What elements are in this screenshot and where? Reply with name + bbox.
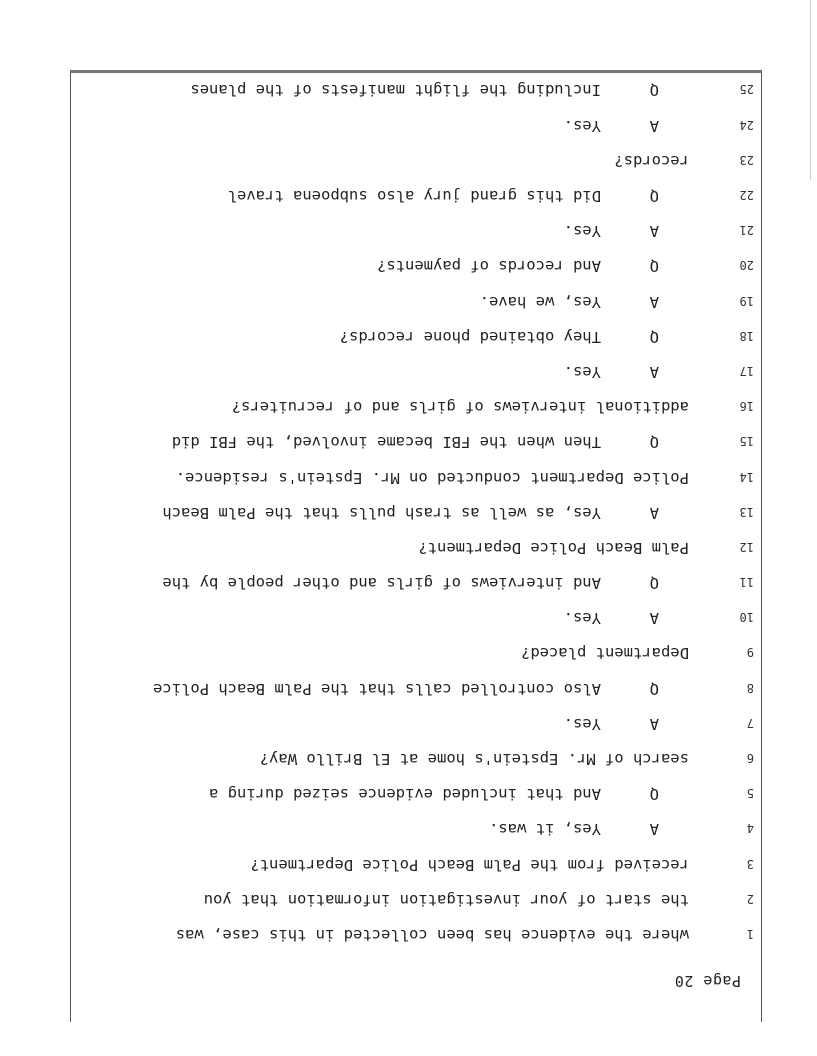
line-number: 14: [739, 469, 754, 484]
transcript-frame: [70, 70, 762, 1022]
line-number: 5: [746, 786, 754, 801]
line-text: Police Department conducted on Mr. Epstein's residence.: [175, 468, 689, 487]
line-text: the start of your investigation information that you: [203, 890, 689, 909]
line-text: Then when the FBI became involved, the FBI did: [171, 433, 601, 452]
speaker-label: Q: [649, 679, 659, 698]
line-number: 6: [746, 751, 754, 766]
transcript-line: [71, 733, 761, 768]
line-number: 24: [739, 117, 754, 132]
line-text: Palm Beach Police Department?: [418, 538, 689, 557]
line-text: Yes.: [563, 363, 601, 381]
page-number-label: Page 20: [674, 972, 741, 990]
line-number: 25: [739, 82, 754, 97]
speaker-label: A: [649, 292, 659, 311]
line-text: And records of payments?: [377, 257, 601, 276]
speaker-label: A: [649, 714, 659, 733]
speaker-label: Q: [649, 187, 659, 206]
speaker-label: A: [649, 609, 659, 628]
transcript-line: [71, 592, 761, 627]
line-text: records?: [614, 151, 689, 170]
speaker-label: A: [649, 116, 659, 135]
transcript-line: [71, 205, 761, 240]
line-number: 18: [739, 328, 754, 343]
speaker-label: Q: [649, 327, 659, 346]
transcript-line: [71, 838, 761, 873]
speaker-label: A: [649, 503, 659, 522]
line-number: 19: [739, 293, 754, 308]
transcript-line: [71, 874, 761, 909]
line-number: 1: [746, 927, 754, 941]
speaker-label: Q: [649, 433, 659, 452]
transcript-line: [71, 627, 761, 662]
line-number: 2: [746, 891, 754, 906]
line-text: They obtained phone records?: [339, 327, 601, 346]
transcript-line: [71, 768, 761, 803]
line-text: Yes, we have.: [479, 292, 601, 311]
line-number: 12: [739, 539, 754, 554]
line-text: Yes.: [563, 222, 601, 241]
line-number: 20: [739, 258, 754, 273]
transcript-line: [71, 557, 761, 592]
scan-edge-mark: [810, 0, 811, 180]
line-number: 16: [739, 399, 754, 414]
transcript-line: [71, 522, 761, 557]
transcript-line: [71, 100, 761, 135]
transcript-lines: [71, 64, 761, 944]
transcript-line: [71, 311, 761, 346]
line-number: 23: [739, 152, 754, 167]
transcript-line: [71, 381, 761, 416]
line-text: Yes, it was.: [489, 820, 601, 839]
line-number: 9: [746, 645, 754, 660]
speaker-label: Q: [649, 81, 659, 100]
transcript-line: [71, 275, 761, 310]
transcript-line: [71, 64, 761, 99]
transcript-line: [71, 803, 761, 838]
speaker-label: A: [649, 222, 659, 241]
transcript-line: [71, 698, 761, 733]
speaker-label: A: [649, 820, 659, 839]
line-number: 21: [739, 223, 754, 238]
line-text: Did this grand jury also subpoena travel: [227, 187, 601, 206]
transcript-line: [71, 909, 761, 944]
line-number: 22: [739, 188, 754, 203]
speaker-label: Q: [649, 785, 659, 804]
transcript-line: [71, 416, 761, 451]
transcript-line: [71, 240, 761, 275]
transcript-line: [71, 135, 761, 170]
line-number: 4: [746, 821, 754, 836]
line-text: additional interviews of girls and of recruiters?: [231, 398, 689, 417]
line-number: 7: [746, 715, 754, 730]
line-number: 3: [746, 856, 754, 871]
line-number: 17: [739, 364, 754, 378]
transcript-line: [71, 346, 761, 381]
line-number: 15: [739, 434, 754, 449]
transcript-line: [71, 451, 761, 486]
line-number: 10: [739, 610, 754, 625]
transcript-line: [71, 170, 761, 205]
transcript-line: [71, 487, 761, 522]
speaker-label: Q: [649, 257, 659, 276]
line-text: received from the Palm Beach Police Department?: [250, 855, 689, 874]
speaker-label: Q: [649, 574, 659, 593]
line-number: 13: [739, 504, 754, 519]
line-text: Including the flight manifests of the planes: [190, 81, 601, 100]
transcript-line: [71, 663, 761, 698]
line-text: where the evidence has been collected in this case, was: [175, 926, 689, 944]
line-text: And interviews of girls and other people by the: [162, 574, 601, 593]
line-number: 8: [746, 680, 754, 695]
line-text: And that included evidence seized during a: [209, 785, 601, 804]
line-text: Also controlled calls that the Palm Beach Police: [153, 679, 601, 698]
line-text: Yes.: [563, 714, 601, 733]
line-text: Department placed?: [521, 644, 689, 663]
line-number: 11: [739, 575, 754, 590]
line-text: Yes.: [563, 609, 601, 628]
line-text: Yes.: [563, 116, 601, 135]
speaker-label: A: [649, 363, 659, 381]
line-text: Yes, as well as trash pulls that the Palm Beach: [162, 503, 601, 522]
line-text: search of Mr. Epstein's home at El Brillo Way?: [259, 750, 689, 769]
